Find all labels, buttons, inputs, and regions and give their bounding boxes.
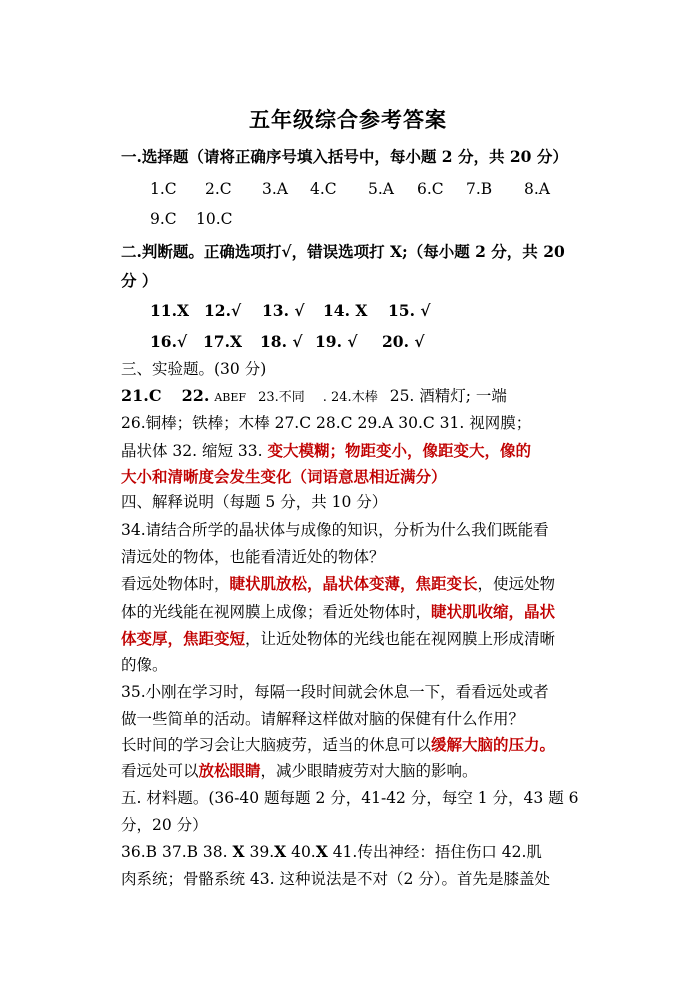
s5-heading: 五. 材料题。(36-40 题每题 2 分，41-42 分，每空 1 分，43 题 6 <box>121 789 579 807</box>
answer-2: 2.C <box>205 180 232 198</box>
s5-line2: 肉系统；骨骼系统 43. 这种说法是不对（2 分）。首先是膝盖处 <box>121 870 551 888</box>
answer-22: ABEF <box>214 391 247 404</box>
answer-40: X <box>315 842 328 861</box>
answer-3: 3.A <box>262 180 288 198</box>
s2-heading-cont: 分 ） <box>121 271 158 290</box>
answer-12: 12.√ <box>204 301 242 320</box>
answer-14: 14. X <box>323 301 368 320</box>
q35-line1: 35.小刚在学习时，每隔一段时间就会休息一下，看看远处或者 <box>121 683 549 701</box>
s2-heading: 二.判断题。正确选项打√，错误选项打 X;（每小题 2 分，共 20 <box>121 242 565 261</box>
answer-39: X <box>274 842 287 861</box>
q35-line2: 做一些简单的活动。请解释这样做对脑的保健有什么作用？ <box>121 710 525 728</box>
s2-answers-row1 <box>150 301 431 321</box>
a35-text: 看远处可以 <box>121 762 199 780</box>
s3-line2: 26.铜棒；铁棒；木棒 27.C 28.C 29.A 30.C 31. 视网膜； <box>121 414 532 432</box>
answer-33-highlight: 变大模糊；物距变小，像距变大，像的 <box>267 441 532 460</box>
s5-answers: 36.B 37.B 38. <box>121 843 233 861</box>
a34-line2 <box>121 602 555 622</box>
a34-text: ，使远处物 <box>477 575 556 593</box>
s5-line1 <box>121 842 542 862</box>
s3-line3-text: 晶状体 32. 缩短 33. <box>121 442 268 460</box>
s3-line3 <box>121 441 531 461</box>
answer-11: 11.X <box>150 301 189 320</box>
q34-line2: 清远处的物体，也能看清近处的物体？ <box>121 548 385 566</box>
answer-38: X <box>232 842 245 861</box>
answer-15: 15. √ <box>388 301 431 320</box>
a35-line1 <box>121 735 555 755</box>
a34-text: 体的光线能在视网膜上成像；看近处物体时， <box>121 603 432 621</box>
a35-line2 <box>121 761 478 781</box>
s5-heading-cont: 分，20 分） <box>121 816 208 834</box>
s5-answers: 39. <box>244 843 275 861</box>
s2-answers-row2 <box>150 332 425 352</box>
s1-answers-row1 <box>150 179 550 199</box>
answer-19: 19. √ <box>315 332 358 351</box>
a34-line1 <box>121 574 555 594</box>
s5-answers: 40. <box>286 843 316 861</box>
s4-heading: 四、解释说明（每题 5 分，共 10 分） <box>121 493 388 511</box>
s1-heading: 一.选择题（请将正确序号填入括号中，每小题 2 分，共 20 分） <box>121 147 568 166</box>
page-title: 五年级综合参考答案 <box>249 107 447 132</box>
answer-24: . 24.木棒 <box>322 390 378 405</box>
a35-highlight: 缓解大脑的压力。 <box>431 735 556 754</box>
a35-highlight: 放松眼睛 <box>198 761 261 780</box>
answer-33-cont: 大小和清晰度会发生变化（词语意思相近满分） <box>121 467 447 486</box>
answer-18: 18. √ <box>260 332 303 351</box>
s1-answers-row2 <box>150 209 233 229</box>
answer-7: 7.B <box>466 180 493 198</box>
answer-16: 16.√ <box>150 332 188 351</box>
a34-line4: 的像。 <box>121 656 168 674</box>
answer-5: 5.A <box>368 180 394 198</box>
a34-highlight: 体变厚，焦距变短 <box>121 629 246 648</box>
answer-17: 17.X <box>203 332 242 351</box>
a35-text: 长时间的学习会让大脑疲劳，适当的休息可以 <box>121 736 432 754</box>
answer-13: 13. √ <box>262 301 305 320</box>
answer-9: 9.C <box>150 210 177 228</box>
s3-line1 <box>121 386 507 408</box>
a35-text: ，减少眼睛疲劳对大脑的影响。 <box>260 762 478 780</box>
a34-text: ，让近处物体的光线也能在视网膜上形成清晰 <box>245 630 556 648</box>
answer-25: 25. 酒精灯; 一端 <box>389 387 507 405</box>
answer-20: 20. √ <box>382 332 425 351</box>
answer-22-num: 22. <box>181 386 210 405</box>
a34-highlight: 睫状肌收缩，晶状 <box>431 602 556 621</box>
a34-text: 看远处物体时， <box>121 575 230 593</box>
s5-answers: 41.传出神经：捂住伤口 42.肌 <box>327 843 542 861</box>
answer-6: 6.C <box>417 180 444 198</box>
answer-10: 10.C <box>196 210 233 228</box>
a34-line3 <box>121 629 555 649</box>
answer-1: 1.C <box>150 180 177 198</box>
answer-4: 4.C <box>310 180 337 198</box>
answer-8: 8.A <box>524 180 550 198</box>
a34-highlight: 睫状肌放松，晶状体变薄，焦距变长 <box>229 574 478 593</box>
answer-21: 21.C <box>121 386 162 405</box>
s3-heading: 三、实验题。(30 分) <box>121 360 267 378</box>
q34-line1: 34.请结合所学的晶状体与成像的知识，分析为什么我们既能看 <box>121 521 549 539</box>
answer-23: 23.不同 <box>258 390 305 405</box>
